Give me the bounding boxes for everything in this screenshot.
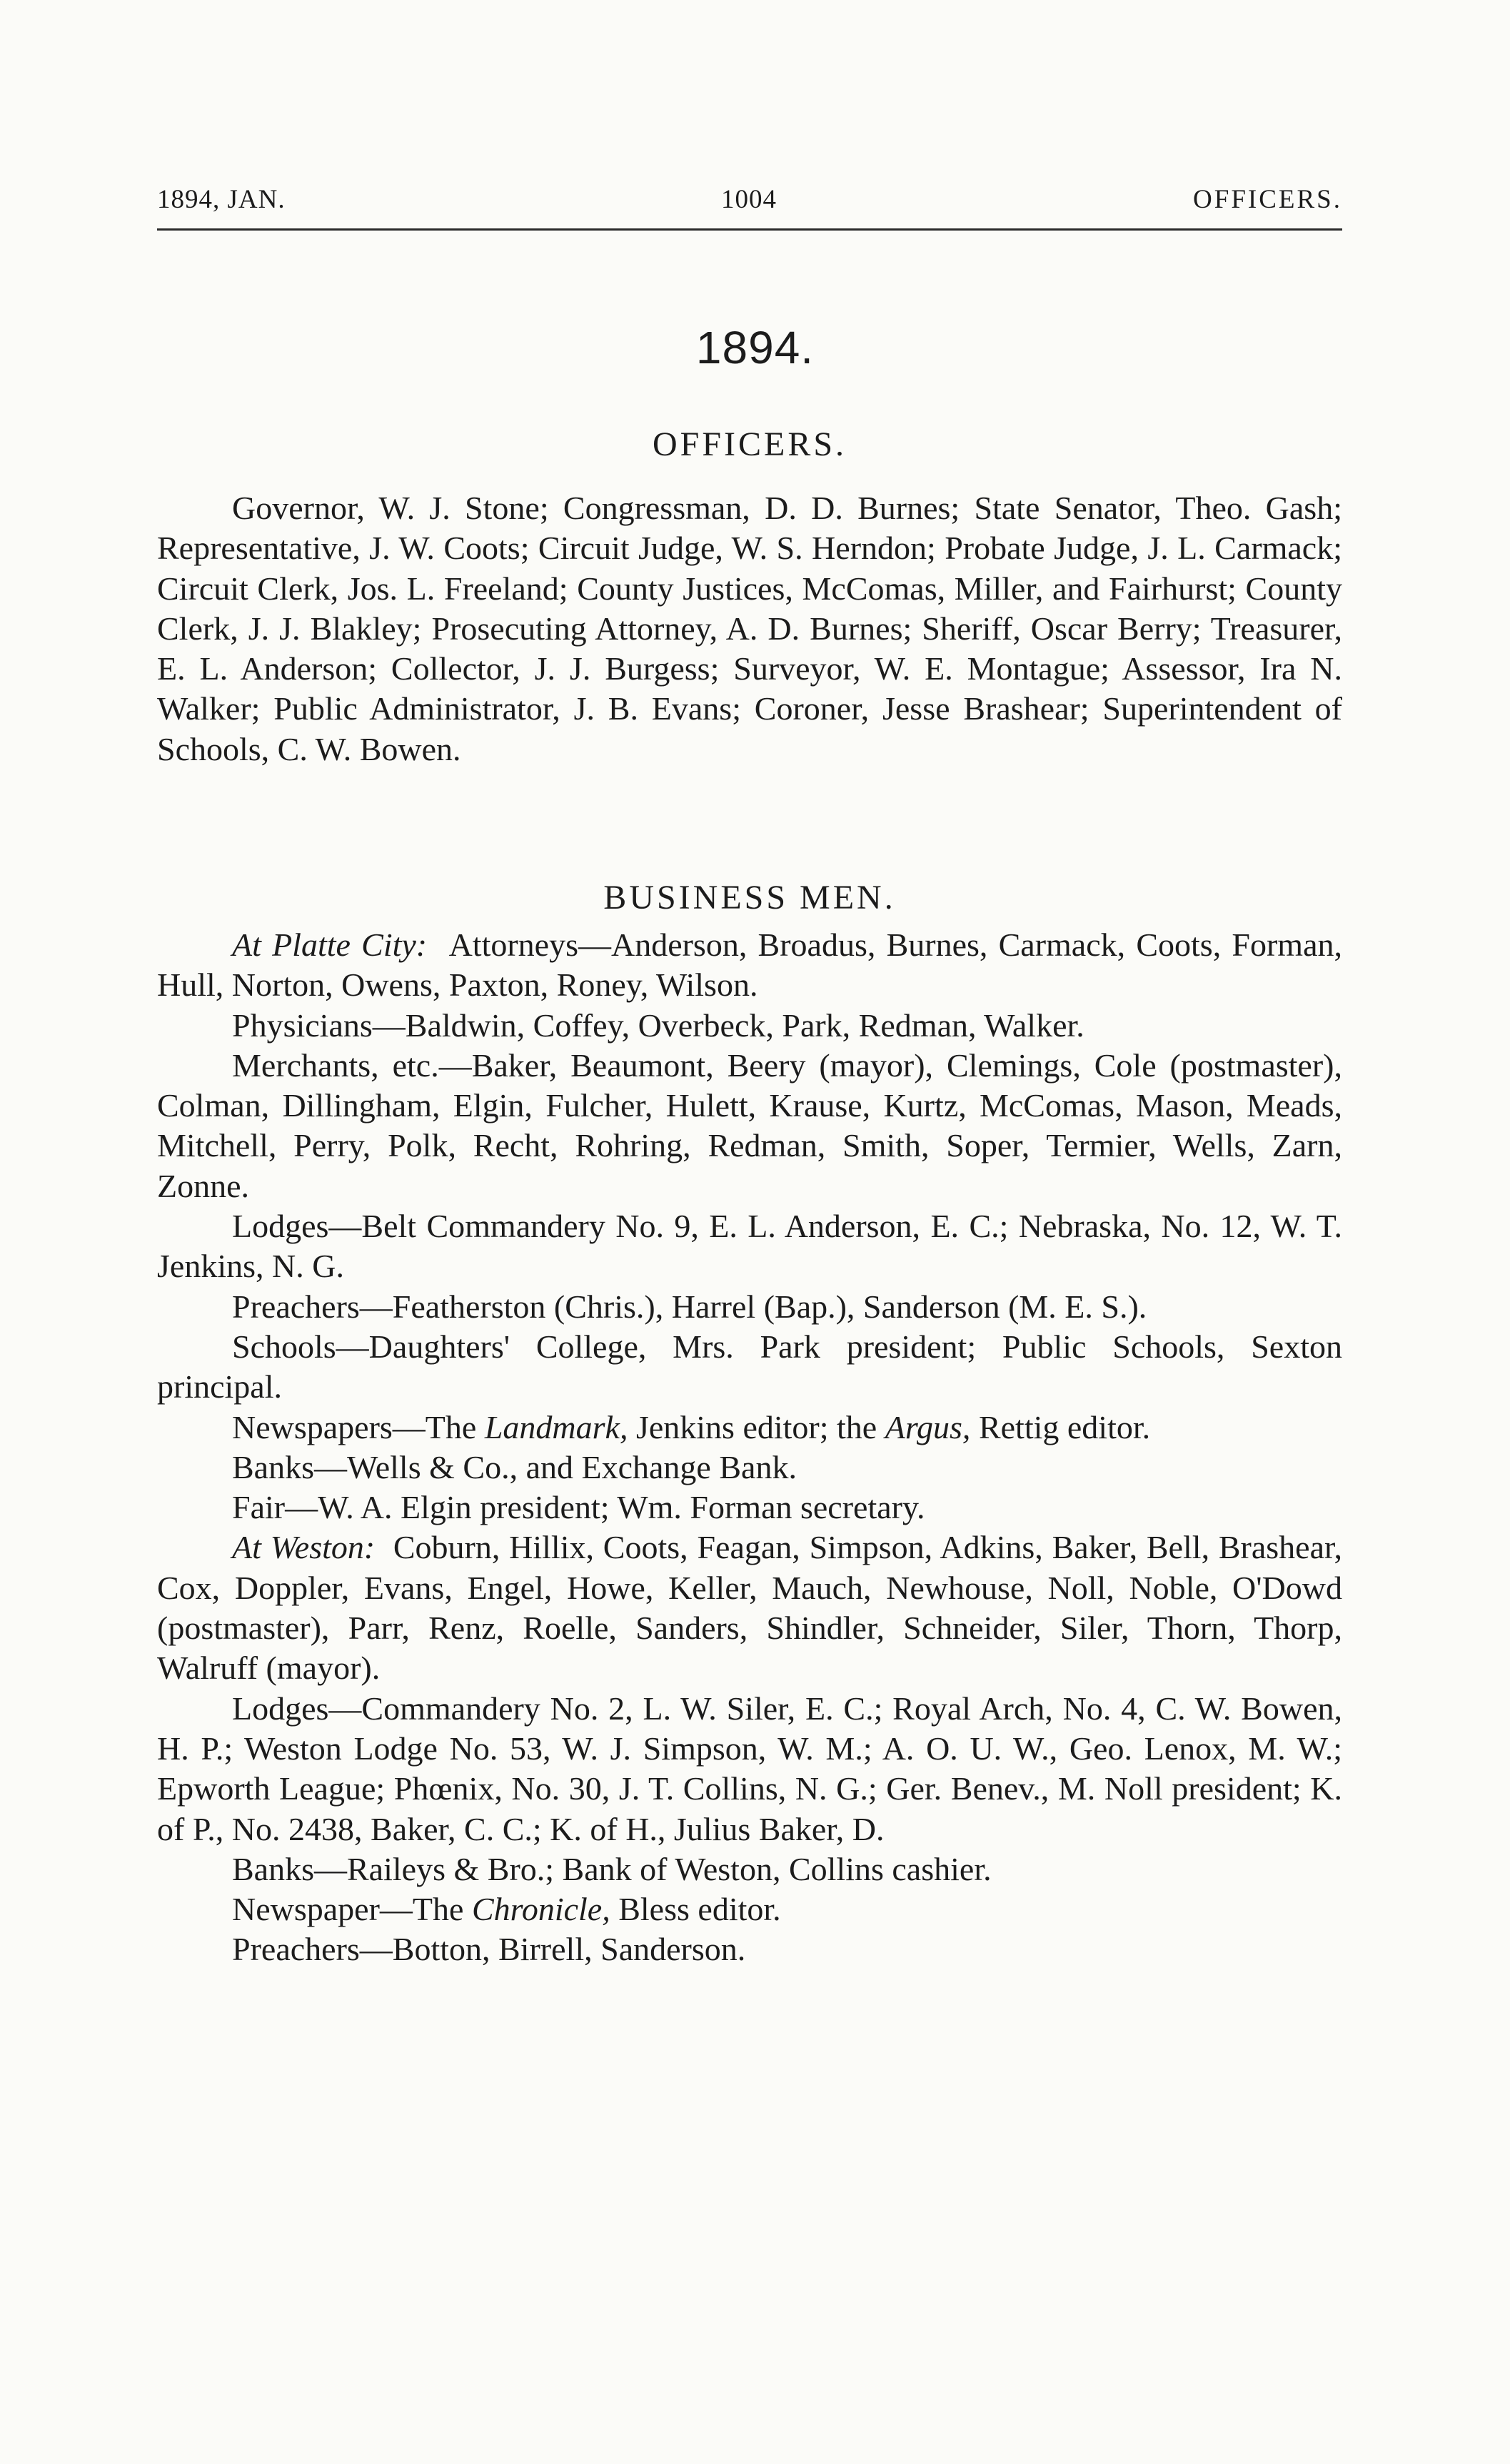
weston-merchants-paragraph — [157, 1528, 1342, 1688]
platte-merchants: Merchants, etc.—Baker, Beaumont, Beery (mayor), Clemings, Cole (postmaster), Colman, Dillingham, Elgin, Fulcher, Hulett, Krause, Kurtz, McComas, Mason, Meads, Mitchell, Perry, Polk, Recht, Rohring, Redman, Smith, Soper, Termier, Wells, Zarn, Zonne. — [157, 1046, 1342, 1204]
weston-lodges: Lodges—Commandery No. 2, L. W. Siler, E. C.; Royal Arch, No. 4, C. W. Bowen, H. P.; Weston Lodge No. 53, W. J. Simpson, W. M.; A. O. U. W., Geo. Lenox, M. W.; Epworth League; Phœnix, No. 30, J. T. Collins, N. G.; Ger. Benev., M. Noll president; K. of P., No. 2438, Baker, C. C.; K. of H., Julius Baker, D. — [157, 1690, 1342, 1847]
platte-fair: Fair—W. A. Elgin president; Wm. Forman secretary. — [232, 1489, 925, 1526]
platte-newspapers — [157, 1408, 1342, 1448]
header-rule — [157, 228, 1342, 231]
business-men-section — [157, 925, 1342, 1970]
platte-attorneys: Attorneys—Anderson, Broadus, Burnes, Carmack, Coots, Forman, Hull, Norton, Owens, Paxton, Roney, Wilson. — [157, 926, 1343, 1004]
page-number: 1004 — [721, 185, 777, 214]
header-section: OFFICERS. — [1193, 185, 1342, 214]
platte-banks: Banks—Wells & Co., and Exchange Bank. — [232, 1448, 797, 1485]
year-title: 1894. — [695, 322, 815, 373]
business-men-heading: BUSINESS MEN. — [603, 879, 896, 917]
running-header — [157, 184, 1342, 220]
newspapers-text-2: Jenkins editor; the — [628, 1408, 885, 1445]
officers-section — [157, 488, 1342, 769]
platte-schools: Schools—Daughters' College, Mrs. Park president; Public Schools, Sexton principal. — [157, 1328, 1342, 1405]
landmark-title: Landmark, — [484, 1408, 628, 1445]
platte-lodges: Lodges—Belt Commandery No. 9, E. L. Anderson, E. C.; Nebraska, No. 12, W. T. Jenkins, N. G. — [157, 1208, 1342, 1285]
argus-title: Argus, — [885, 1408, 971, 1445]
weston-newspaper-text-1: Newspaper—The — [232, 1891, 472, 1928]
officers-heading: OFFICERS. — [652, 425, 847, 463]
weston-label: At Weston: — [232, 1529, 376, 1566]
platte-city-label: At Platte City: — [232, 926, 428, 963]
weston-preachers: Preachers—Botton, Birrell, Sanderson. — [232, 1931, 746, 1968]
weston-merchants: Coburn, Hillix, Coots, Feagan, Simpson, Adkins, Baker, Bell, Brashear, Cox, Doppler, Evans, Engel, Howe, Keller, Mauch, Newhouse, Noll, Noble, O'Dowd (postmaster), Parr, Renz, Roelle, Sanders, Shindler, Schneider, Siler, Thorn, Thorp, Walruff (mayor). — [157, 1529, 1342, 1687]
platte-attorneys-paragraph — [157, 925, 1342, 1006]
weston-newspaper-text-2: Bless editor. — [610, 1891, 781, 1928]
officers-paragraph: Governor, W. J. Stone; Congressman, D. D. Burnes; State Senator, Theo. Gash; Representative, J. W. Coots; Circuit Judge, W. S. Herndon; Probate Judge, J. L. Carmack; Circuit Clerk, Jos. L. Freeland; County Justices, McComas, Miller, and Fairhurst; County Clerk, J. J. Blakley; Prosecuting Attorney, A. D. Burnes; Sheriff, Oscar Berry; Treasurer, E. L. Anderson; Collector, J. J. Burgess; Surveyor, W. E. Montague; Assessor, Ira N. Walker; Public Administrator, J. B. Evans; Coroner, Jesse Brashear; Superintendent of Schools, C. W. Bowen. — [157, 490, 1342, 767]
platte-preachers: Preachers—Featherston (Chris.), Harrel (Bap.), Sanderson (M. E. S.). — [232, 1288, 1147, 1325]
weston-banks: Banks—Raileys & Bro.; Bank of Weston, Collins cashier. — [232, 1850, 992, 1887]
platte-physicians: Physicians—Baldwin, Coffey, Overbeck, Park, Redman, Walker. — [232, 1006, 1084, 1044]
newspapers-text-3: Rettig editor. — [970, 1408, 1151, 1445]
weston-newspaper — [157, 1889, 1342, 1929]
header-date: 1894, JAN. — [157, 185, 286, 214]
chronicle-title: Chronicle, — [471, 1891, 610, 1928]
newspapers-text-1: Newspapers—The — [232, 1408, 485, 1445]
